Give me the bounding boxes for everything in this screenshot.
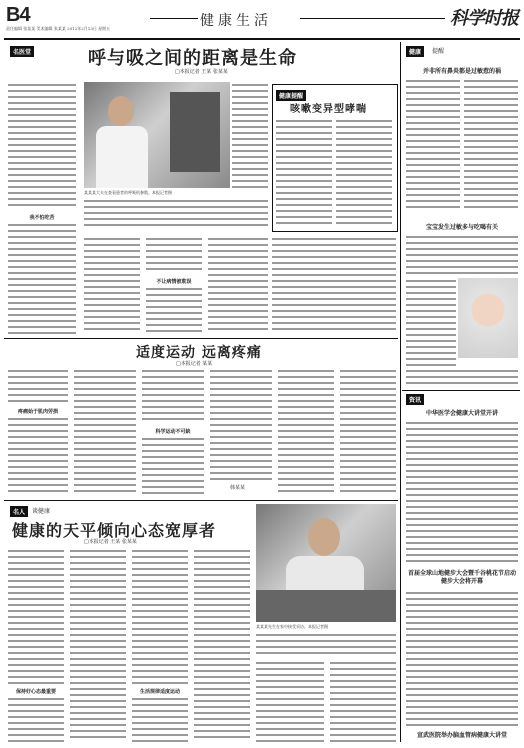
story1-text-col2 <box>84 236 140 334</box>
right-head-5: 宣武医院举办脑血管病健康大讲堂 <box>416 732 507 739</box>
story3-text-col4 <box>194 548 250 742</box>
right-head-1: 并非所有鼻炎都是过敏惹的祸 <box>422 68 501 75</box>
story1-caption: 某某某大夫在查看患者的呼吸机参数。本报记者摄 <box>84 190 172 195</box>
story1-text-side <box>232 82 268 190</box>
story3-text-col2 <box>70 548 126 742</box>
story2-text-col3 <box>142 368 204 424</box>
story3-caption-text <box>256 632 396 654</box>
story3-text-col3b <box>132 696 188 742</box>
story1-text-col1 <box>8 82 76 210</box>
story3-text-col6 <box>330 660 396 742</box>
right-tag3: 资讯 <box>406 394 424 405</box>
sidebar-title: 咳嗽变异型哮喘 <box>290 104 367 115</box>
story3-title: 健康的天平倾向心态宽厚者 <box>12 521 217 540</box>
story3-text-col1 <box>8 548 64 684</box>
story1-subhead-2: 不让病情被耽误 <box>156 279 192 285</box>
header-meta: 责任编辑 张某某 美术编辑 张某某 2012年2月13日 星期五 <box>6 26 111 31</box>
right-text-3 <box>406 420 518 566</box>
story2-text-col1b <box>8 416 68 496</box>
story1-subhead-1: 我不怕吃苦 <box>29 215 55 221</box>
story1-text-col3b <box>146 286 202 334</box>
story3-subhead-2: 生活规律适度运动 <box>139 689 180 695</box>
story3-text-col5 <box>256 660 324 742</box>
story1-tag: 名医堂 <box>10 46 34 57</box>
story3-tag: 名人 <box>10 506 28 517</box>
story3-caption: 某某某先生在家中接受采访。本报记者摄 <box>256 624 328 629</box>
story1-photo <box>84 82 230 188</box>
header-rule-right <box>300 18 445 19</box>
story2-subhead-2: 科学运动不可缺 <box>155 429 191 435</box>
story1-text-col4 <box>208 236 268 334</box>
story1-byline: □本报记者 王某 张某某 <box>175 69 228 75</box>
newspaper-logo: 科学时报 <box>450 8 518 29</box>
page-number: B4 <box>6 4 30 26</box>
story2-author: 韩某某 <box>230 485 246 491</box>
right-divider <box>402 390 520 391</box>
story1-text-col3 <box>146 236 202 272</box>
story2-text-col3b <box>142 436 204 496</box>
story2-text-col5 <box>278 368 334 496</box>
story1-text-col5 <box>272 236 396 334</box>
story1-text-col1b <box>8 222 76 334</box>
story2-title: 适度运动 远离疼痛 <box>136 345 262 361</box>
header-rule-left <box>150 18 198 19</box>
right-tag: 健康 <box>406 46 424 57</box>
sidebar-text-2 <box>336 118 392 226</box>
sidebar-tag: 健康提醒 <box>276 90 306 101</box>
story3-byline: □本报记者 王某 张某某 <box>84 539 137 545</box>
story2-subhead-1: 疼痛始于肌肉劳损 <box>17 409 58 415</box>
right-tag2: 提醒 <box>432 48 445 55</box>
right-text-2a <box>406 234 518 274</box>
story3-photo <box>256 504 396 622</box>
right-head-4: 首届全球山地健步大会暨千谷桃花节启动健步大会将开幕 <box>407 570 516 585</box>
story2-text-col4 <box>210 368 272 480</box>
right-text-4 <box>406 590 518 726</box>
right-text-1b <box>464 78 518 208</box>
story2-text-col2 <box>74 368 136 496</box>
baby-photo <box>458 278 518 358</box>
column-divider <box>400 42 401 742</box>
story2-text-col6 <box>340 368 396 496</box>
story3-text-col1b <box>8 696 64 742</box>
story2-text-col1 <box>8 368 68 404</box>
divider-1 <box>4 338 398 339</box>
right-head-2: 宝宝发生过敏多与吃喝有关 <box>425 224 498 231</box>
section-title: 健康生活 <box>200 13 272 29</box>
story3-subhead-1: 保持好心态最重要 <box>15 689 56 695</box>
story1-title: 呼与吸之间的距离是生命 <box>88 48 297 69</box>
right-text-2c <box>406 368 518 386</box>
header-divider <box>4 38 520 40</box>
story1-caption-text <box>84 198 268 228</box>
story2-byline: □本报记者 某某 <box>176 361 213 367</box>
right-text-1a <box>406 78 460 208</box>
right-text-2b <box>406 278 456 366</box>
sidebar-text-1 <box>276 118 332 226</box>
story3-tag2: 谈健康 <box>32 508 51 515</box>
story3-text-col3 <box>132 548 188 684</box>
right-head-3: 中华医学会健康大讲堂开讲 <box>425 410 498 417</box>
divider-2 <box>4 500 398 501</box>
